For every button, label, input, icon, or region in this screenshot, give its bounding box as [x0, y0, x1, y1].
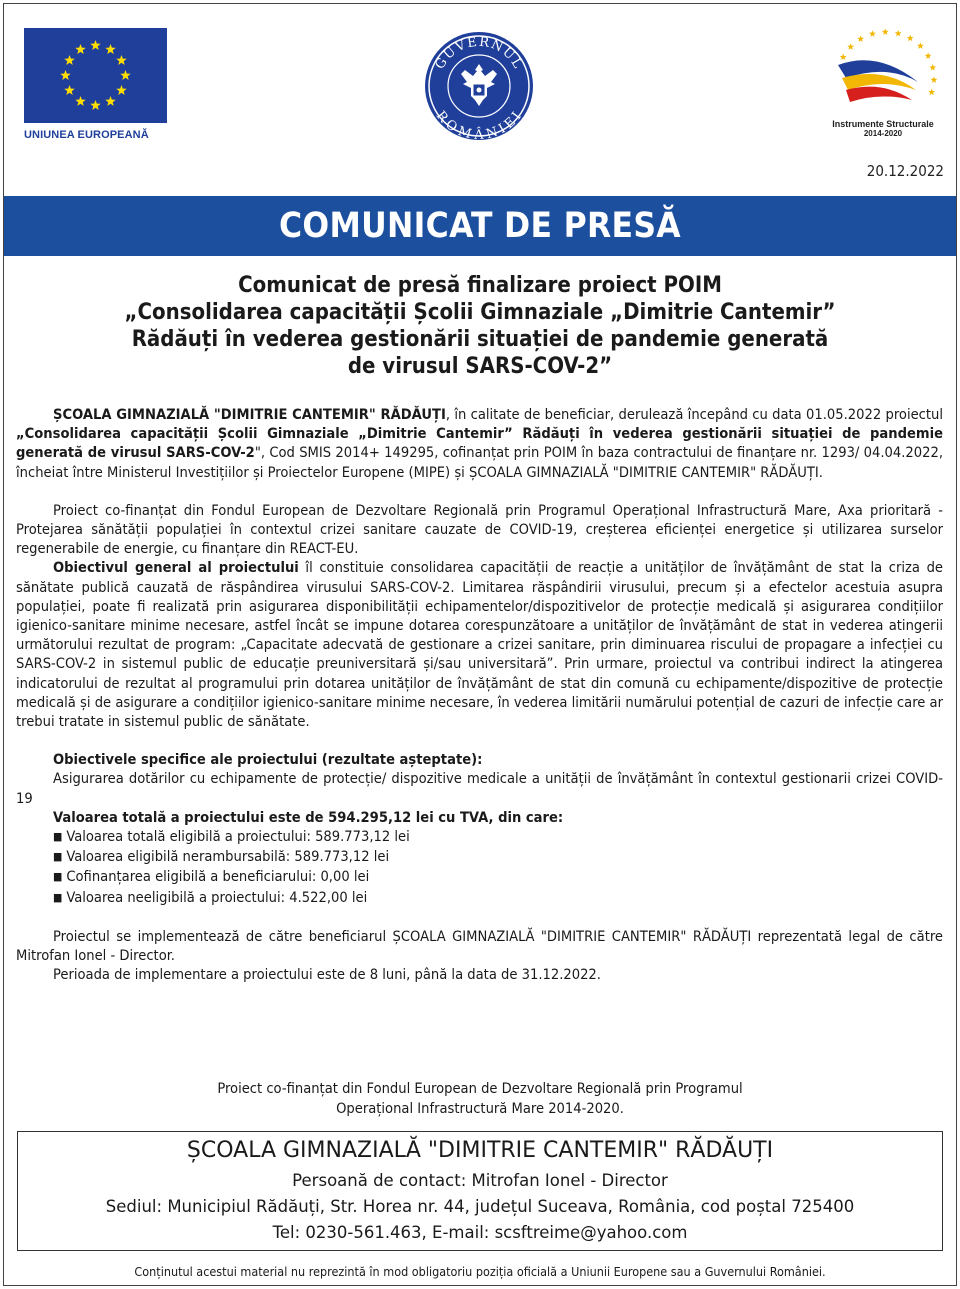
government-seal-icon [423, 30, 535, 142]
intro-text-2: ", Cod SMIS 2014+ 149295, cofinanțat prin POIM în baza contractului de finanțare nr. 1293/ 04.04.2022, încheiat între Ministerul Investițiilor și Proiectelor Europene (MIPE) și ȘCOALA GIMNAZIALĂ "DIMITRIE CANTEMIR" RĂDĂUȚI. [16, 444, 943, 481]
is-star-icon [928, 89, 935, 96]
gov-seal-bottom-text: ROMÂNIEI [432, 108, 526, 142]
is-star-icon [882, 28, 889, 35]
structural-instruments-icon [818, 20, 948, 115]
contact-address: Sediul: Municipiul Rădăuți, Str. Horea nr. 44, județul Suceava, România, cod poștal 725400 [105, 1197, 855, 1216]
funding-paragraph: Proiect co-finanțat din Fondul European de Dezvoltare Regională prin Programul Operațional Infrastructură Mare, Axa prioritară - Protejarea sănătății populației în contextul crizei sanitare cauzate de COVID-19, creșterea eficienței energetice și utilizarea surselor regenerabile de energie, cu finanțare din REACT-EU. [16, 501, 943, 558]
specific-objectives-title: Obiectivele specifice ale proiectului (rezultate așteptate): [53, 751, 483, 769]
is-years: 2014-2020 [863, 129, 903, 138]
contact-box [17, 1131, 943, 1251]
is-star-icon [869, 30, 876, 37]
list-item: ■ Valoarea neeligibilă a proiectului: 4.522,00 lei [53, 888, 943, 908]
title-line: de virusul SARS-COV-2” [347, 354, 613, 379]
intro-text: , în calitate de beneficiar, derulează începând cu data 01.05.2022 proiectul [445, 406, 944, 423]
is-star-icon [895, 30, 902, 37]
title-line: Rădăuți în vederea gestionării situației de pandemie generată [131, 327, 829, 352]
instrumente-structurale-logo [818, 20, 948, 138]
implementation-paragraph: Proiectul se implementează de către beneficiarul ȘCOALA GIMNAZIALĂ "DIMITRIE CANTEMIR" RĂDĂUȚI reprezentată legal de către Mitrofan Ionel - Director. [16, 927, 943, 965]
funding-note [60, 1079, 900, 1118]
disclaimer: Conținutul acestui material nu reprezintă în mod obligatoriu poziția oficială a Uniunii Europene sau a Guvernului României. [134, 1264, 826, 1279]
title-line: „Consolidarea capacității Școlii Gimnaziale „Dimitrie Cantemir” [124, 300, 836, 325]
gov-seal-top-text: GUVERNUL [432, 34, 526, 73]
beneficiary-name: ȘCOALA GIMNAZIALĂ "DIMITRIE CANTEMIR" RĂDĂUȚI [53, 406, 446, 423]
list-item: ■ Valoarea eligibilă nerambursabilă: 589.773,12 lei [53, 847, 943, 867]
total-value: Valoarea totală a proiectului este de 594.295,12 lei cu TVA, din care: [53, 808, 564, 826]
is-star-icon [925, 52, 932, 59]
is-star-icon [917, 42, 924, 49]
eu-logo [24, 28, 167, 141]
press-release-banner: COMUNICAT DE PRESĂ [4, 196, 956, 256]
value-list [16, 827, 943, 908]
specific-objectives-text: Asigurarea dotărilor cu echipamente de protecție/ dispozitive medicale a unității de învățământ în contextul gestionarii crizei COVID-19 [16, 770, 943, 807]
objective-paragraph [16, 558, 943, 731]
is-star-icon [847, 43, 854, 50]
release-date: 20.12.2022 [866, 162, 944, 180]
list-item: ■ Valoarea totală eligibilă a proiectului: 589.773,12 lei [53, 827, 943, 847]
is-caption: Instrumente Structurale [832, 119, 934, 129]
is-star-icon [907, 35, 914, 42]
is-star-icon [840, 54, 847, 61]
is-star-icon [929, 64, 936, 71]
intro-paragraph [16, 405, 943, 482]
funding-note-line: Proiect co-finanțat din Fondul European de Dezvoltare Regională prin Programul [217, 1080, 743, 1097]
eu-caption: UNIUNEA EUROPEANĂ [24, 129, 149, 141]
is-star-icon [931, 76, 938, 83]
specific-objectives-heading [16, 750, 943, 769]
project-name: „Consolidarea capacității Școlii Gimnaziale „Dimitrie Cantemir” Rădăuți în vederea gestionării situației de pandemie generată de virusul SARS-COV-2 [16, 425, 943, 462]
objective-text: îl constituie consolidarea capacității de reacție a unităților de învățământ de stat la criza de sănătate publică cauzată de răspândirea virusului SARS-COV-2. Limitarea răspândirii virusului, precum și a efectelor acestuia asupra populației, poate fi realizată prin asigurarea disponibilității echipamentelor/dispozitivelor de protecție medicală și asigurarea condițiilor igienico-sanitare minime necesare, astfel încât se impune dotarea corespunzătoare a unităților de învățământ de stat in vederea atingerii următorului rezultat de program: „Capacitate adecvată de gestionare a crizei sanitare, prin diminuarea riscului de propagare a infecției cu SARS-COV-2 in sistemul public de educație preuniversitară și/sau universitară”. Prin urmare, proiectul va contribui indirect la atingerea indicatorului de rezultat al programului prin dotarea unităților de învățământ de stat din comună cu echipamente/dispozitive de protecție medicală și de asigurare a condițiilor igienico-sanitare minime necesare, în vederea limitării numărului potențial de cazuri de infecție care ar trebui tratate in sistemul public de sănătate. [16, 559, 943, 731]
contact-school: ȘCOALA GIMNAZIALĂ "DIMITRIE CANTEMIR" RĂDĂUȚI [186, 1138, 774, 1163]
list-item: ■ Cofinanțarea eligibilă a beneficiarului: 0,00 lei [53, 867, 943, 887]
total-value-line [16, 808, 943, 827]
title-line: Comunicat de presă finalizare proiect POIM [238, 273, 722, 298]
eu-flag-icon [24, 28, 167, 123]
objective-heading: Obiectivul general al proiectului [53, 559, 299, 577]
funding-note-line: Operațional Infrastructură Mare 2014-2020. [336, 1099, 624, 1117]
is-star-icon [857, 35, 864, 42]
release-body [16, 405, 943, 984]
contact-person: Persoană de contact: Mitrofan Ionel - Director [292, 1171, 668, 1190]
contact-phone-email: Tel: 0230-561.463, E-mail: scsftreime@yahoo.com [272, 1223, 688, 1242]
period-paragraph: Perioada de implementare a proiectului este de 8 luni, până la data de 31.12.2022. [53, 966, 601, 984]
release-title [60, 272, 900, 380]
